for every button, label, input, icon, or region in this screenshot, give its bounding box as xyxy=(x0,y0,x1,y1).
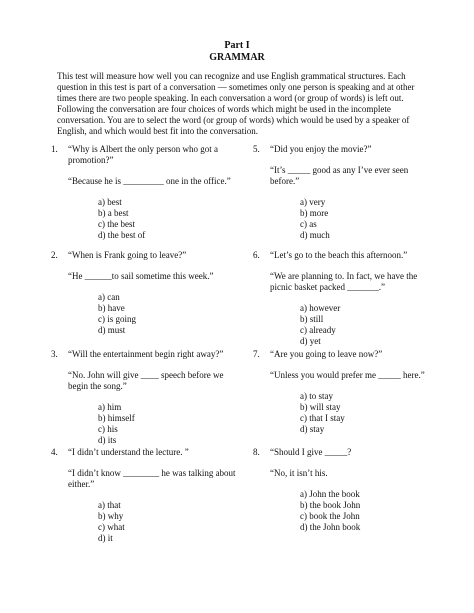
question-response: “Unless you would prefer me _____ here.” xyxy=(270,370,425,380)
question-stem: “Did you enjoy the movie?” xyxy=(270,144,372,154)
question-8 xyxy=(253,447,428,533)
option-d[interactable]: d) the John book xyxy=(300,522,361,532)
option-a[interactable]: a) John the book xyxy=(300,489,360,499)
option-d[interactable]: d) must xyxy=(98,325,126,335)
question-number: 8. xyxy=(253,447,260,457)
answer-options xyxy=(300,391,428,435)
option-a[interactable]: a) can xyxy=(98,292,120,302)
question-2 xyxy=(51,250,236,336)
section-title: GRAMMAR xyxy=(209,52,265,63)
question-number: 5. xyxy=(253,144,260,154)
question-stem: “When is Frank going to leave?” xyxy=(68,250,187,260)
question-5 xyxy=(253,144,428,241)
question-stem: “Are you going to leave now?” xyxy=(270,349,383,359)
question-response: “I didn’t know ________ he was talking about either.” xyxy=(68,468,236,489)
question-number: 3. xyxy=(51,349,58,359)
part-label: Part I xyxy=(224,40,250,51)
option-b[interactable]: b) have xyxy=(98,303,125,313)
question-number: 4. xyxy=(51,447,58,457)
question-number: 2. xyxy=(51,250,58,260)
option-b[interactable]: b) himself xyxy=(98,413,135,423)
answer-options xyxy=(98,292,236,336)
option-b[interactable]: b) still xyxy=(300,314,324,324)
question-3 xyxy=(51,349,236,446)
option-b[interactable]: b) a best xyxy=(98,208,129,218)
question-6 xyxy=(253,250,428,347)
question-response: “No, it isn’t his. xyxy=(270,468,328,478)
answer-options xyxy=(300,197,428,241)
question-1 xyxy=(51,144,236,241)
option-a[interactable]: a) to stay xyxy=(300,391,333,401)
question-number: 6. xyxy=(253,250,260,260)
question-7 xyxy=(253,349,428,435)
option-a[interactable]: a) him xyxy=(98,402,122,412)
answer-options xyxy=(98,500,236,544)
question-response: “We are planning to. In fact, we have the picnic basket packed _______.” xyxy=(270,271,418,292)
option-a[interactable]: a) however xyxy=(300,303,341,313)
option-d[interactable]: d) yet xyxy=(300,336,321,346)
question-response: “Because he is _________ one in the office.” xyxy=(68,176,231,186)
question-stem: “I didn’t understand the lecture. ” xyxy=(68,447,189,457)
option-d[interactable]: d) it xyxy=(98,533,113,543)
question-4 xyxy=(51,447,236,544)
option-d[interactable]: d) stay xyxy=(300,424,325,434)
question-number: 7. xyxy=(253,349,260,359)
option-b[interactable]: b) the book John xyxy=(300,500,361,510)
question-number: 1. xyxy=(51,144,58,154)
option-a[interactable]: a) very xyxy=(300,197,326,207)
header xyxy=(0,40,474,64)
option-c[interactable]: c) is going xyxy=(98,314,136,324)
question-stem: “Let’s go to the beach this afternoon.” xyxy=(270,250,408,260)
option-c[interactable]: c) that I stay xyxy=(300,413,345,423)
answer-options xyxy=(98,197,236,241)
option-d[interactable]: d) its xyxy=(98,435,117,445)
option-a[interactable]: a) that xyxy=(98,500,121,510)
option-b[interactable]: b) more xyxy=(300,208,329,218)
option-c[interactable]: c) as xyxy=(300,219,317,229)
question-stem: “Why is Albert the only person who got a promotion?” xyxy=(68,144,218,165)
option-c[interactable]: c) book the John xyxy=(300,511,360,521)
option-c[interactable]: c) what xyxy=(98,522,125,532)
answer-options xyxy=(98,402,236,446)
question-response: “No. John will give ____ speech before we begin the song.” xyxy=(68,370,224,391)
question-stem: “Will the entertainment begin right away?” xyxy=(68,349,224,359)
option-a[interactable]: a) best xyxy=(98,197,122,207)
answer-options xyxy=(300,489,428,533)
option-b[interactable]: b) will stay xyxy=(300,402,341,412)
option-c[interactable]: c) already xyxy=(300,325,336,335)
option-d[interactable]: d) much xyxy=(300,230,330,240)
option-c[interactable]: c) his xyxy=(98,424,118,434)
option-c[interactable]: c) the best xyxy=(98,219,135,229)
answer-options xyxy=(300,303,428,347)
option-d[interactable]: d) the best of xyxy=(98,230,146,240)
question-stem: “Should I give _____? xyxy=(270,447,352,457)
question-response: “He ______to sail sometime this week.” xyxy=(68,271,214,281)
option-b[interactable]: b) why xyxy=(98,511,124,521)
instructions-paragraph: This test will measure how well you can recognize and use English grammatical structures. Each question in this test is part of a conversation — sometimes only one person is speaking and at other times there are two people speaking. In each conversation a word (or group of words) is left out. Following the conversation are four choices of words which might be used in the incomplete conversation. You are to select the word (or group of words) which would be used by a speaker of English, and which would best fit into the conversation. xyxy=(57,71,415,136)
question-response: “It’s _____ good as any I’ve ever seen before.” xyxy=(270,165,409,186)
